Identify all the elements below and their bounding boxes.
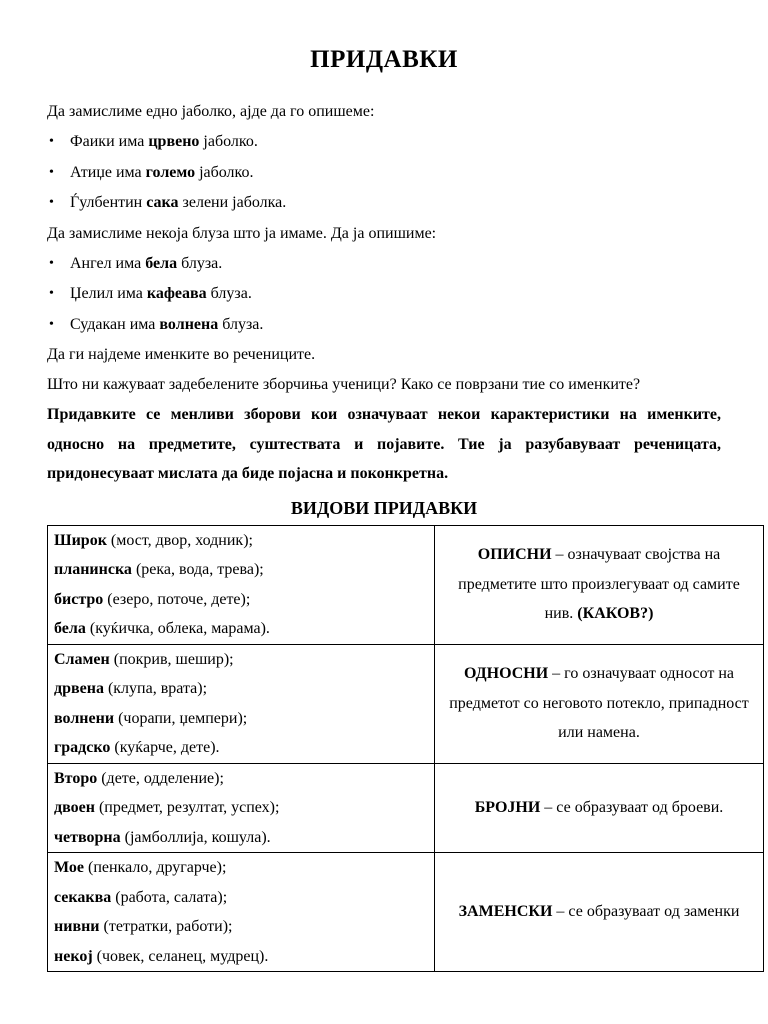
- page-title: ПРИДАВКИ: [310, 46, 458, 73]
- example-line: секаква (работа, салата);: [54, 888, 228, 906]
- example-line: нивни (тетратки, работи);: [54, 918, 233, 935]
- example-line: бела (куќичка, облека, марама).: [54, 620, 270, 637]
- example-line: Широк (мост, двор, ходник);: [54, 531, 253, 549]
- question-line: Што ни кажуваат задебелените зборчиња ученици? Како се поврзани тие со именките?: [47, 376, 641, 393]
- examples-cell: [48, 853, 435, 972]
- examples-cell: [48, 644, 435, 763]
- list-item: • Ѓулбентин сака зелени јаболка.: [47, 188, 721, 219]
- type-cell: ОДНОСНИ – го означуваат односот на предметот со неговото потекло, припадност или намена.: [435, 644, 764, 763]
- example-line: двоен (предмет, резултат, успех);: [54, 799, 280, 816]
- type-cell: ЗАМЕНСКИ – се образуваат од заменки: [435, 853, 764, 972]
- type-cell: БРОЈНИ – се образуваат од броеви.: [435, 763, 764, 853]
- type-cell: ОПИСНИ – означуваат својства на предметите што произлегуваат од самите нив. (КАКОВ?): [435, 525, 764, 644]
- adjective-types-table: [47, 525, 764, 973]
- example-line: Второ (дете, одделение);: [54, 769, 224, 787]
- example-line: Сламен (покрив, шешир);: [54, 650, 234, 668]
- find-nouns-line: Да ги најдеме именките во речениците.: [47, 346, 316, 363]
- list-item: • Џелил има кафеава блуза.: [47, 279, 721, 310]
- examples-cell: [48, 763, 435, 853]
- section-title: ВИДОВИ ПРИДАВКИ: [290, 497, 478, 518]
- example-line: бистро (езеро, поточе, дете);: [54, 590, 251, 608]
- blouse-list: [47, 249, 721, 341]
- example-line: градско (куќарче, дете).: [54, 739, 220, 756]
- example-line: дрвена (клупа, врата);: [54, 680, 208, 697]
- list-item: • Атиџе има големо јаболко.: [47, 158, 721, 189]
- example-line: четворна (јамболлија, кошула).: [54, 828, 271, 846]
- apple-list: [47, 127, 721, 219]
- list-item: • Судакан има волнена блуза.: [47, 310, 721, 341]
- intro-blouse: Да замислиме некоја блуза што ја имаме. Да ја опишиме:: [47, 224, 437, 242]
- example-line: некој (човек, селанец, мудрец).: [54, 947, 269, 965]
- example-line: Мое (пенкало, другарче);: [54, 859, 227, 876]
- list-item: • Ангел има бела блуза.: [47, 249, 721, 280]
- intro-apple: Да замислиме едно јаболко, ајде да го опишеме:: [47, 103, 375, 120]
- table-row: [48, 853, 764, 972]
- table-row: [48, 644, 764, 763]
- example-line: волнени (чорапи, џемпери);: [54, 709, 248, 727]
- table-row: [48, 763, 764, 853]
- examples-cell: [48, 525, 435, 644]
- definition-paragraph: Придавките се менливи зборови кои означуваат некои карактеристики на именките, односно на предметите, суштествата и појавите. Тие ја разубавуваат реченицата, придонесуваат мислата да биде појасна и поконкретна.: [47, 406, 721, 482]
- list-item: • Фаики има црвено јаболко.: [47, 127, 721, 158]
- table-row: [48, 525, 764, 644]
- example-line: планинска (река, вода, трева);: [54, 561, 264, 578]
